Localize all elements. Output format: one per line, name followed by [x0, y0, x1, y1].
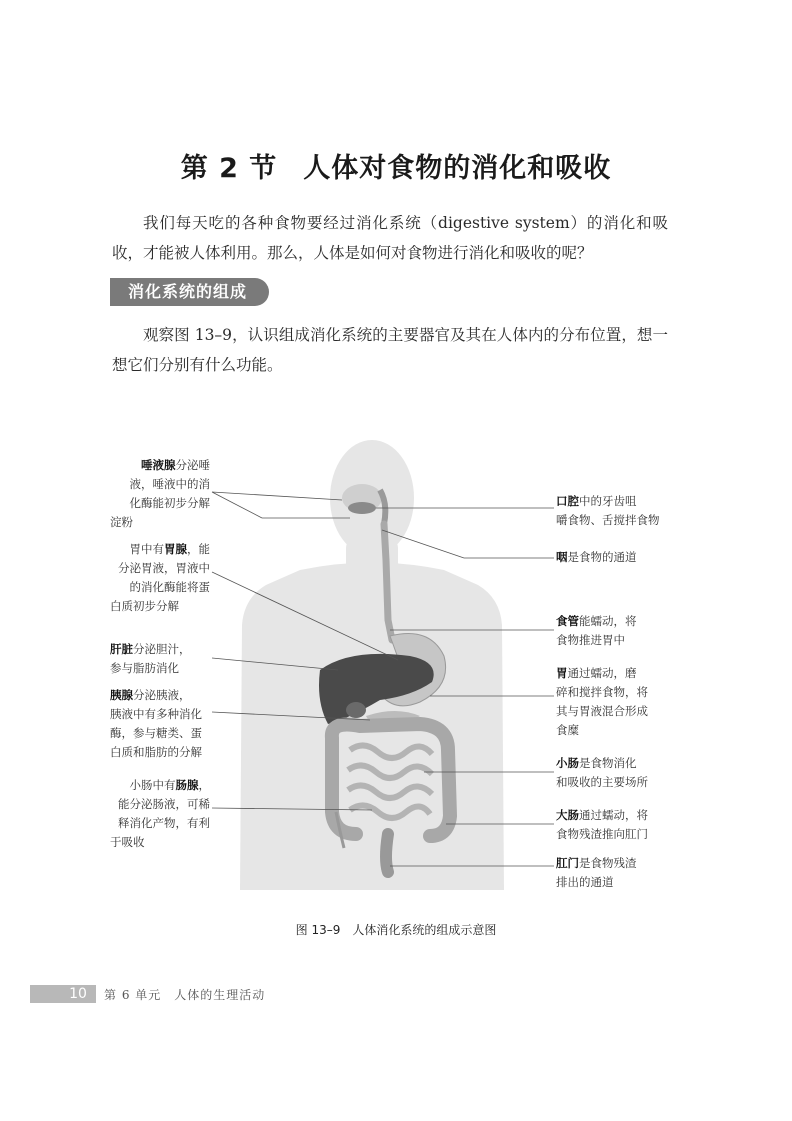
label-pharynx: 咽是食物的通道 [556, 550, 637, 564]
section-title: 人体对食物的消化和吸收 [303, 153, 612, 184]
label-pancreas: 胰腺分泌胰液， 胰液中有多种消化 酶，参与糖类、蛋 白质和脂肪的分解 [110, 688, 202, 759]
label-small-intestine: 小肠是食物消化 和吸收的主要场所 [556, 756, 648, 789]
label-salivary-gland: 唾液腺分泌唾 液，唾液中的消 化酶能初步分解 淀粉 [110, 458, 210, 529]
section-number: 第 2 节 [180, 153, 278, 184]
subsection-heading: 消化系统的组成 [110, 278, 269, 306]
label-liver: 肝脏分泌胆汁， 参与脂肪消化 [110, 642, 191, 675]
label-intestinal-gland: 小肠中有肠腺， 能分泌肠液，可稀 释消化产物，有利 于吸收 [110, 778, 210, 849]
label-large-intestine: 大肠通过蠕动，将 食物残渣推向肛门 [556, 808, 648, 841]
label-stomach: 胃通过蠕动，磨 碎和搅拌食物，将 其与胃液混合形成 食糜 [556, 666, 648, 737]
label-mouth: 口腔中的牙齿咀 嚼食物、舌搅拌食物 [556, 494, 660, 527]
label-gastric-gland: 胃中有胃腺，能 分泌胃液，胃液中 的消化酶能将蛋 白质初步分解 [110, 542, 210, 613]
label-anus: 肛门是食物残渣 排出的通道 [556, 856, 637, 889]
page-title [0, 146, 792, 185]
page-number: 10 [69, 986, 87, 1002]
label-esophagus: 食管能蠕动，将 食物推进胃中 [556, 614, 637, 647]
gallbladder [346, 702, 366, 718]
rectum [386, 834, 388, 872]
digestive-system-figure [0, 420, 792, 920]
intro-paragraph: 我们每天吃的各种食物要经过消化系统（digestive system）的消化和吸收，才能被人体利用。那么，人体是如何对食物进行消化和吸收的呢？ [112, 214, 668, 262]
footer-unit-title: 第 6 单元 人体的生理活动 [104, 988, 266, 1002]
figure-caption: 图 13–9 人体消化系统的组成示意图 [295, 923, 497, 937]
instruction-paragraph: 观察图 13–9，认识组成消化系统的主要器官及其在人体内的分布位置，想一想它们分别有什么功能。 [112, 326, 668, 374]
